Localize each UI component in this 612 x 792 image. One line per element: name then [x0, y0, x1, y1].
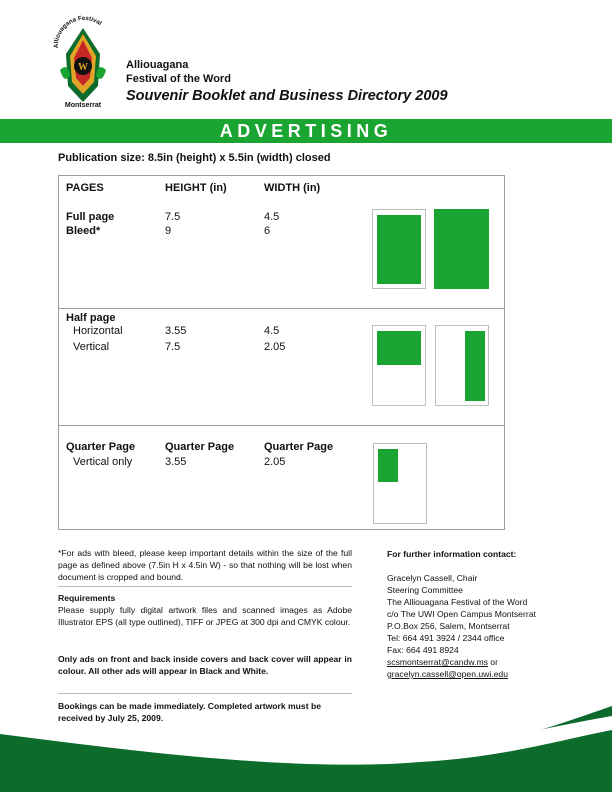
header-pages: PAGES	[66, 182, 104, 194]
logo-bottom-text: Montserrat	[64, 102, 102, 109]
email-link-2[interactable]: gracelyn.cassell@open.uwi.edu	[387, 669, 508, 679]
header-width: WIDTH (in)	[264, 182, 321, 194]
vertical-only-width: 2.05	[264, 456, 286, 468]
half-vertical-thumbnail	[435, 325, 489, 406]
divider	[58, 693, 352, 694]
horizontal-width: 4.5	[264, 325, 280, 337]
vertical-label: Vertical	[73, 341, 110, 353]
page-subtitle: Souvenir Booklet and Business Directory 2009	[126, 88, 448, 104]
quarter-height-header: Quarter Page	[165, 441, 235, 453]
vertical-only-label: Vertical only	[73, 456, 133, 468]
contact-line: The Alliouagana Festival of the Word	[387, 597, 528, 607]
full-page-label: Full page	[66, 211, 115, 223]
email-link-1[interactable]: scsmontserrat@candw.ms	[387, 657, 488, 667]
colour-note: Only ads on front and back inside covers and back cover will appear in colour. All other ads will appear in Black and White.	[58, 654, 352, 676]
festival-logo	[52, 14, 114, 110]
booking-note: Bookings can be made immediately. Completed artwork must be received by July 25, 2009.	[58, 701, 321, 723]
bleed-width: 6	[264, 225, 271, 237]
row-divider	[58, 425, 505, 426]
banner-title: ADVERTISING	[219, 121, 393, 141]
vertical-only-height: 3.55	[165, 456, 187, 468]
contact-line: Fax: 664 491 8924	[387, 645, 459, 655]
half-page-label: Half page	[66, 312, 116, 324]
contact-line: P.O.Box 256, Salem, Montserrat	[387, 621, 510, 631]
vertical-height: 7.5	[165, 341, 181, 353]
contact-line: Gracelyn Cassell, Chair	[387, 573, 478, 583]
contact-title: For further information contact:	[387, 549, 517, 559]
svg-text:W: W	[78, 62, 88, 73]
horizontal-label: Horizontal	[73, 325, 123, 337]
bleed-label: Bleed*	[66, 225, 101, 237]
contact-line: Steering Committee	[387, 585, 463, 595]
bleed-height: 9	[165, 225, 172, 237]
vertical-width: 2.05	[264, 341, 286, 353]
publication-size: Publication size: 8.5in (height) x 5.5in (width) closed	[58, 152, 331, 164]
full-page-thumbnail	[372, 209, 426, 289]
divider	[58, 586, 352, 587]
full-page-width: 4.5	[264, 211, 280, 223]
horizontal-height: 3.55	[165, 325, 187, 337]
row-divider	[58, 308, 505, 309]
bleed-thumbnail	[434, 209, 489, 289]
logo-ring-text: Alliouagana Festival	[52, 14, 104, 49]
title-line-2: Festival of the Word	[126, 73, 231, 85]
half-horizontal-thumbnail	[372, 325, 426, 406]
header-height: HEIGHT (in)	[165, 182, 227, 194]
bleed-note: *For ads with bleed, please keep important details within the size of the full page as defined above (7.5in H x 4.5in W) - so that nothing will be lost when document is cropped and bound.	[58, 548, 352, 582]
title-line-1: Alliouagana	[126, 59, 189, 71]
footer-wave	[0, 700, 612, 792]
contact-block	[387, 572, 536, 680]
requirements-title: Requirements	[58, 593, 116, 603]
full-page-height: 7.5	[165, 211, 181, 223]
quarter-thumbnail	[373, 443, 427, 524]
quarter-page-label: Quarter Page	[66, 441, 136, 453]
quarter-width-header: Quarter Page	[264, 441, 334, 453]
contact-line: c/o The UWI Open Campus Montserrat	[387, 609, 536, 619]
contact-line: Tel: 664 491 3924 / 2344 office	[387, 633, 505, 643]
requirements-text: Please supply fully digital artwork files and scanned images as Adobe Illustrator EPS (all type outlined), TIFF or JPEG at 300 dpi and CMYK colour.	[58, 605, 352, 627]
email-or: or	[487, 657, 498, 667]
